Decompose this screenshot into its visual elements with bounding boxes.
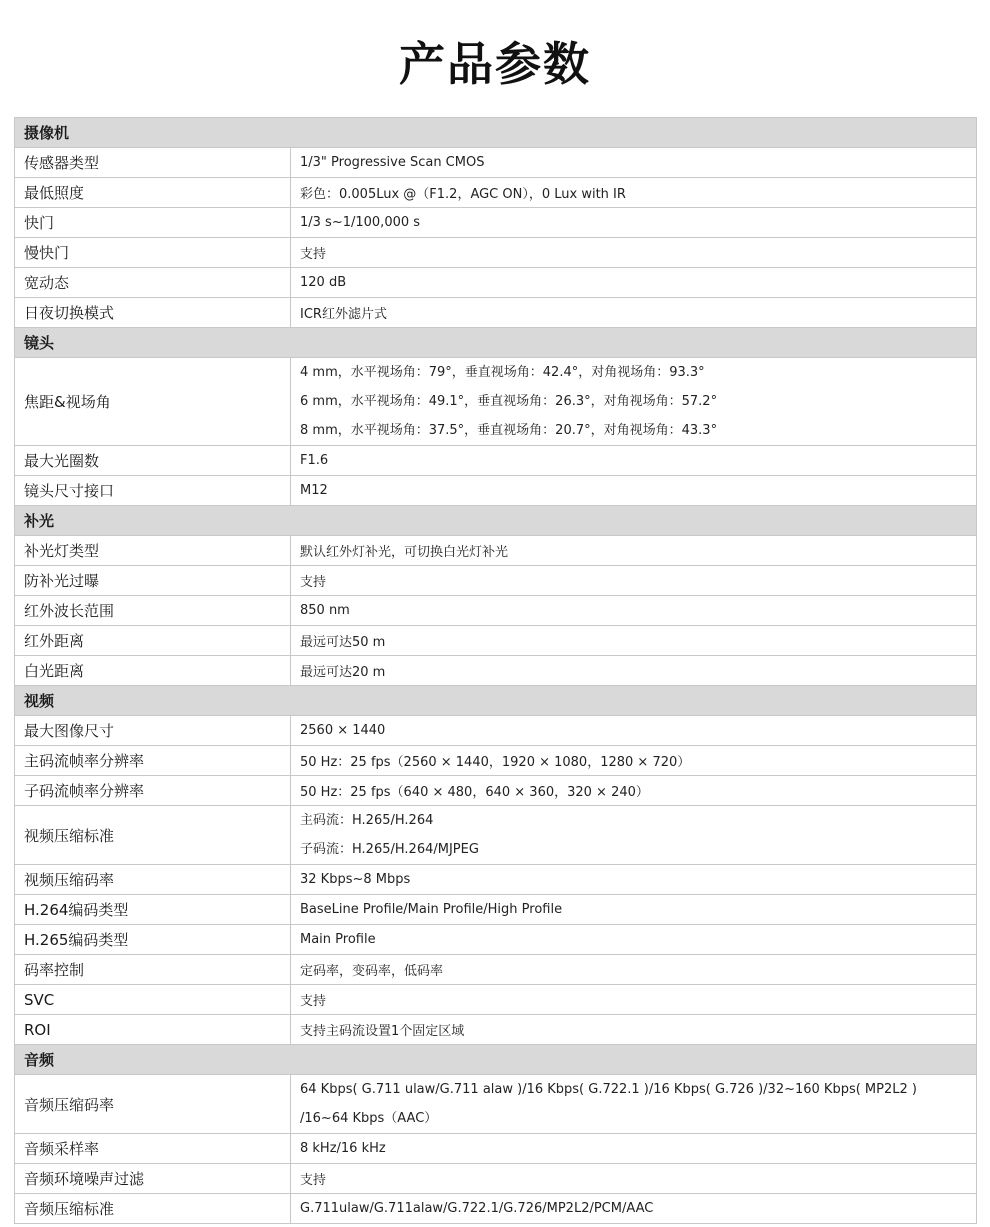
table-row [15, 476, 977, 506]
table-row [15, 895, 977, 925]
spec-value: 1/3" Progressive Scan CMOS [291, 148, 977, 178]
table-row [15, 656, 977, 686]
audio-bitrate-line: 64 Kbps( G.711 ulaw/G.711 alaw )/16 Kbps( G.722.1 )/16 Kbps( G.726 )/32~160 Kbps( MP2L2 ) [300, 1082, 917, 1097]
spec-value: 8 kHz/16 kHz [291, 1134, 977, 1164]
spec-key: 最大图像尺寸 [15, 716, 291, 746]
spec-key: 红外距离 [15, 626, 291, 656]
spec-value: 50 Hz：25 fps（640 × 480，640 × 360，320 × 240） [291, 776, 977, 806]
table-row [15, 985, 977, 1015]
table-row [15, 148, 977, 178]
fov-line: 6 mm，水平视场角：49.1°，垂直视场角：26.3°，对角视场角：57.2° [300, 394, 718, 409]
spec-value: 2560 × 1440 [291, 716, 977, 746]
spec-value: ICR红外滤片式 [291, 298, 977, 328]
spec-key: 日夜切换模式 [15, 298, 291, 328]
spec-key: 慢快门 [15, 238, 291, 268]
table-row [15, 268, 977, 298]
spec-key: 白光距离 [15, 656, 291, 686]
table-row [15, 566, 977, 596]
table-row [15, 298, 977, 328]
spec-key: H.264编码类型 [15, 895, 291, 925]
spec-value: M12 [291, 476, 977, 506]
fov-line: 8 mm，水平视场角：37.5°，垂直视场角：20.7°，对角视场角：43.3° [300, 423, 718, 438]
table-row [15, 536, 977, 566]
table-row [15, 746, 977, 776]
table-row [15, 1164, 977, 1194]
spec-value: 默认红外灯补光，可切换白光灯补光 [291, 536, 977, 566]
table-row [15, 955, 977, 985]
audio-bitrate-line: /16~64 Kbps（AAC） [300, 1111, 438, 1126]
table-row [15, 806, 977, 865]
spec-value-multiline [291, 358, 977, 446]
page-title: 产品参数 [399, 37, 591, 91]
spec-value: 50 Hz：25 fps（2560 × 1440，1920 × 1080，1280 × 720） [291, 746, 977, 776]
table-row [15, 596, 977, 626]
spec-value: 定码率，变码率，低码率 [291, 955, 977, 985]
spec-value: 支持 [291, 238, 977, 268]
spec-key: 补光灯类型 [15, 536, 291, 566]
spec-value: F1.6 [291, 446, 977, 476]
spec-value: 850 nm [291, 596, 977, 626]
spec-key: 码率控制 [15, 955, 291, 985]
spec-value: 32 Kbps~8 Mbps [291, 865, 977, 895]
fov-line: 4 mm，水平视场角：79°，垂直视场角：42.4°，对角视场角：93.3° [300, 365, 705, 380]
table-row [15, 626, 977, 656]
table-row [15, 925, 977, 955]
spec-key: 宽动态 [15, 268, 291, 298]
spec-key: 焦距&视场角 [15, 358, 291, 446]
section-header-fill-light: 补光 [15, 506, 977, 536]
spec-value: 120 dB [291, 268, 977, 298]
section-header-lens: 镜头 [15, 328, 977, 358]
spec-key: 音频环境噪声过滤 [15, 1164, 291, 1194]
spec-key: 镜头尺寸接口 [15, 476, 291, 506]
compression-line: 子码流：H.265/H.264/MJPEG [300, 842, 479, 857]
table-row [15, 208, 977, 238]
section-header-video: 视频 [15, 686, 977, 716]
spec-value: 最远可达20 m [291, 656, 977, 686]
spec-table [14, 117, 977, 1224]
table-row [15, 776, 977, 806]
spec-key: 传感器类型 [15, 148, 291, 178]
spec-value: 支持主码流设置1个固定区域 [291, 1015, 977, 1045]
spec-key: H.265编码类型 [15, 925, 291, 955]
spec-key: ROI [15, 1015, 291, 1045]
spec-value: BaseLine Profile/Main Profile/High Profile [291, 895, 977, 925]
spec-key: 音频压缩码率 [15, 1075, 291, 1134]
spec-key: 防补光过曝 [15, 566, 291, 596]
table-row [15, 865, 977, 895]
table-row [15, 358, 977, 446]
spec-key: 子码流帧率分辨率 [15, 776, 291, 806]
spec-key: 主码流帧率分辨率 [15, 746, 291, 776]
spec-value: 1/3 s~1/100,000 s [291, 208, 977, 238]
table-row [15, 1075, 977, 1134]
spec-value: 最远可达50 m [291, 626, 977, 656]
spec-key: 音频压缩标准 [15, 1194, 291, 1224]
table-row [15, 716, 977, 746]
table-row [15, 238, 977, 268]
spec-key: 最低照度 [15, 178, 291, 208]
spec-key: 快门 [15, 208, 291, 238]
table-row [15, 1134, 977, 1164]
spec-value-multiline [291, 1075, 977, 1134]
spec-key: 红外波长范围 [15, 596, 291, 626]
table-row [15, 1015, 977, 1045]
spec-value: 支持 [291, 566, 977, 596]
spec-value: 支持 [291, 985, 977, 1015]
spec-value-multiline [291, 806, 977, 865]
spec-key: SVC [15, 985, 291, 1015]
spec-key: 音频采样率 [15, 1134, 291, 1164]
spec-key: 最大光圈数 [15, 446, 291, 476]
spec-value: 支持 [291, 1164, 977, 1194]
section-header-audio: 音频 [15, 1045, 977, 1075]
table-row [15, 1194, 977, 1224]
spec-value: 彩色：0.005Lux @（F1.2，AGC ON），0 Lux with IR [291, 178, 977, 208]
spec-value: Main Profile [291, 925, 977, 955]
table-row [15, 178, 977, 208]
spec-value: G.711ulaw/G.711alaw/G.722.1/G.726/MP2L2/PCM/AAC [291, 1194, 977, 1224]
table-row [15, 446, 977, 476]
section-header-camera: 摄像机 [15, 118, 977, 148]
spec-key: 视频压缩码率 [15, 865, 291, 895]
compression-line: 主码流：H.265/H.264 [300, 813, 434, 828]
spec-key: 视频压缩标准 [15, 806, 291, 865]
